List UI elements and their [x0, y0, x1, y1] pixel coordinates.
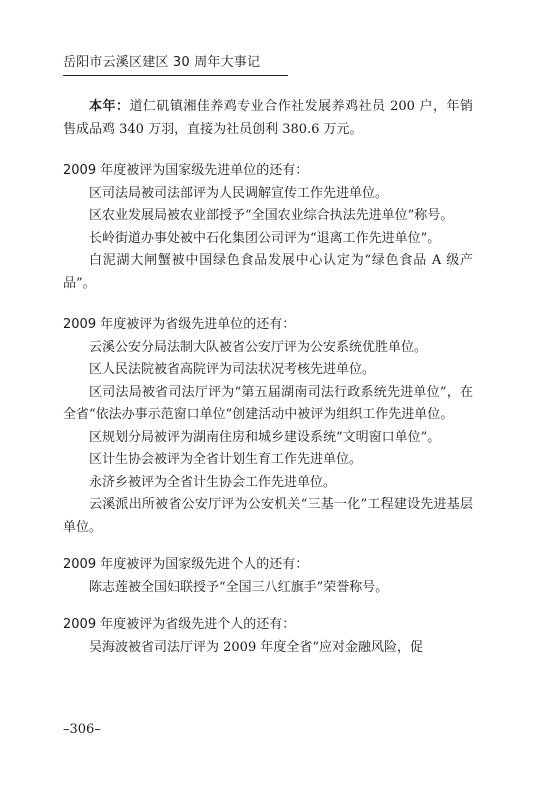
- spacer: [63, 539, 473, 554]
- paragraph: 云溪公安分局法制大队被省公安厅评为公安系统优胜单位。: [89, 339, 428, 355]
- section-heading: 2009 年度被评为国家级先进单位的还有：: [63, 163, 309, 178]
- paragraph: 区计生协会被评为全省计划生育工作先进单位。: [89, 452, 363, 467]
- paragraph: 吴海波被省司法厅评为 2009 年度全省“应对金融风险，促: [89, 639, 423, 655]
- running-header: 岳阳市云溪区建区 30 周年大事记: [63, 55, 261, 70]
- paragraph: 永济乡被评为全省计生协会工作先进单位。: [89, 474, 337, 490]
- paragraph: 白泥湖大闸蟹被中国绿色食品发展中心认定为“绿色食品 A 级产品”。: [63, 253, 473, 291]
- section-heading: 2009 年度被评为省级先进个人的还有：: [63, 617, 296, 632]
- paragraph: 区司法局被司法部评为人民调解宣传工作先进单位。: [89, 185, 389, 201]
- spacer: [63, 141, 473, 160]
- header-rule: [63, 75, 288, 76]
- intro-text: 道仁矶镇湘佳养鸡专业合作社发展养鸡社员 200 户，年销售成品鸡 340 万羽，直接为社员创利 380.6 万元。: [63, 99, 473, 137]
- intro-paragraph: [63, 96, 473, 141]
- page-body: [63, 96, 473, 659]
- paragraph: 陈志莲被全国妇联授予“全国三八红旗手”荣誉称号。: [89, 579, 389, 595]
- intro-label: 本年：: [89, 99, 130, 114]
- paragraph: 区司法局被省司法厅评为“第五届湖南司法行政系统先进单位”，在全省“依法办事示范窗口单位”创建活动中被评为组织工作先进单位。: [63, 384, 473, 422]
- paragraph: 云溪派出所被省公安厅评为公安机关“三基一化”工程建设先进基层单位。: [63, 497, 473, 535]
- paragraph: 长岭街道办事处被中石化集团公司评为“退离工作先进单位”。: [89, 230, 441, 246]
- page-number: –306–: [63, 722, 101, 737]
- paragraph: 区人民法院被省高院评为司法状况考核先进单位。: [89, 362, 376, 377]
- spacer: [63, 295, 473, 314]
- spacer: [63, 599, 473, 614]
- paragraph: 区规划分局被评为湖南住房和城乡建设系统“文明窗口单位”。: [89, 429, 441, 445]
- section-heading: 2009 年度被评为国家级先进个人的还有：: [63, 557, 309, 572]
- section-heading: 2009 年度被评为省级先进单位的还有：: [63, 317, 296, 332]
- paragraph: 区农业发展局被农业部授予“全国农业综合执法先进单位”称号。: [89, 208, 454, 223]
